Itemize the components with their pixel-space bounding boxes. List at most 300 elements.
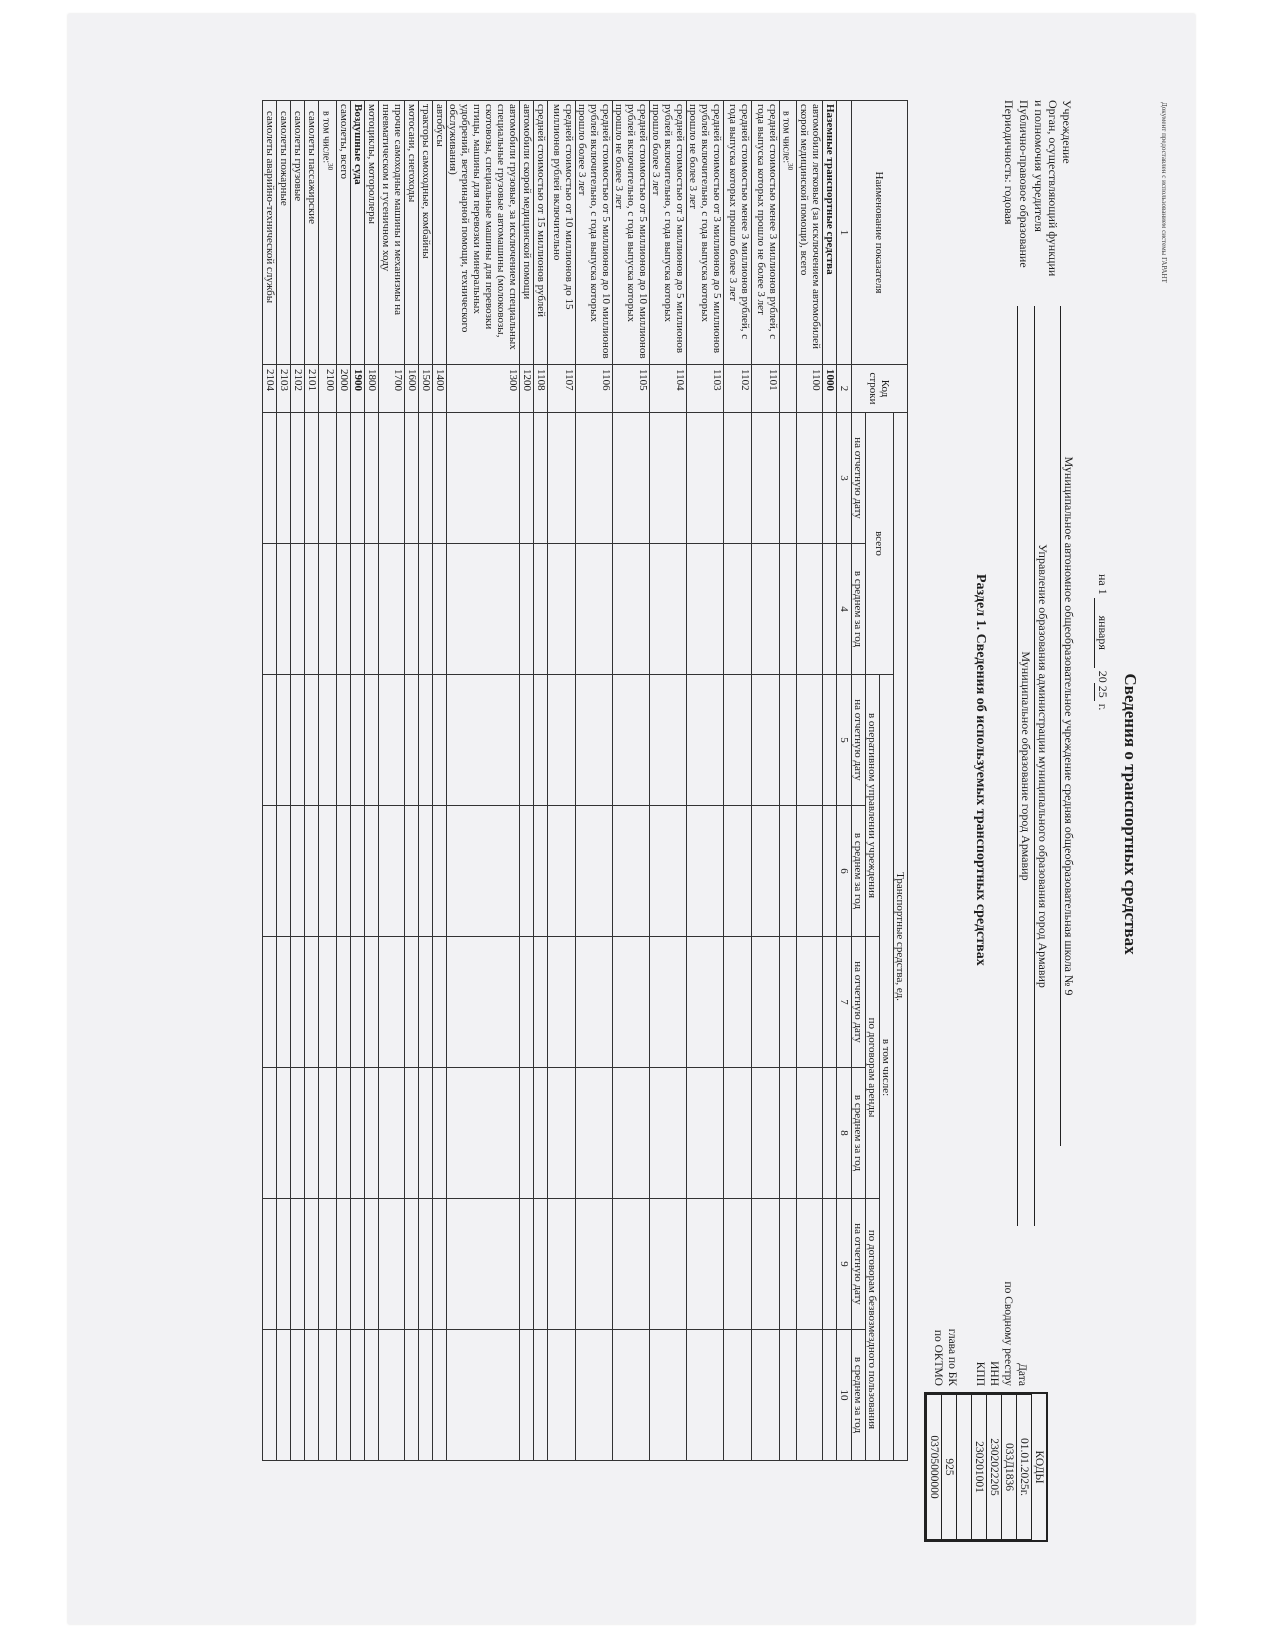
value-cell[interactable] bbox=[418, 544, 432, 675]
value-cell[interactable] bbox=[432, 806, 446, 937]
table-row bbox=[432, 101, 446, 1461]
value-cell[interactable] bbox=[319, 1068, 336, 1199]
row-name-text: средней стоимостью менее 3 миллионов рублей, с года выпуска которых прошло не более 3 лет bbox=[754, 104, 779, 340]
value-cell[interactable] bbox=[263, 413, 277, 544]
value-cell[interactable] bbox=[823, 1068, 837, 1199]
value-cell[interactable] bbox=[779, 544, 796, 675]
value-cell[interactable] bbox=[291, 675, 305, 806]
table-row bbox=[404, 101, 418, 1461]
value-cell[interactable] bbox=[404, 413, 418, 544]
value-cell[interactable] bbox=[797, 675, 823, 806]
value-cell[interactable] bbox=[378, 1199, 404, 1330]
value-cell[interactable] bbox=[336, 675, 350, 806]
table-row bbox=[751, 101, 779, 1461]
row-name bbox=[378, 101, 404, 365]
value-cell[interactable] bbox=[277, 937, 291, 1068]
value-cell[interactable] bbox=[797, 937, 823, 1068]
row-code: 2000 bbox=[336, 365, 350, 413]
table-row bbox=[823, 101, 837, 1461]
value-cell[interactable] bbox=[823, 544, 837, 675]
row-name bbox=[823, 101, 837, 365]
value-cell[interactable] bbox=[378, 675, 404, 806]
row-name-text: самолеты грузовые bbox=[292, 111, 305, 202]
system-note: Документ предоставлен с использованием системы ГАРАНТ bbox=[1160, 102, 1168, 283]
value-cell[interactable] bbox=[263, 544, 277, 675]
value-cell[interactable] bbox=[277, 1068, 291, 1199]
value-cell[interactable] bbox=[751, 544, 779, 675]
value-cell[interactable] bbox=[533, 675, 547, 806]
row-code: 1200 bbox=[519, 365, 533, 413]
value-cell[interactable] bbox=[378, 806, 404, 937]
value-cell[interactable] bbox=[823, 806, 837, 937]
row-name bbox=[364, 101, 378, 365]
value-cell[interactable] bbox=[446, 544, 519, 675]
value-cell[interactable] bbox=[779, 1199, 796, 1330]
value-cell[interactable] bbox=[686, 937, 723, 1068]
value-cell[interactable] bbox=[723, 544, 751, 675]
row-name bbox=[575, 101, 612, 365]
row-code: 1900 bbox=[350, 365, 364, 413]
value-cell[interactable] bbox=[291, 544, 305, 675]
value-cell[interactable] bbox=[291, 1330, 305, 1461]
value-cell[interactable] bbox=[612, 413, 649, 544]
value-cell[interactable] bbox=[364, 806, 378, 937]
value-cell[interactable] bbox=[519, 937, 533, 1068]
row-name bbox=[686, 101, 723, 365]
value-cell[interactable] bbox=[350, 1068, 364, 1199]
row-name-text: самолеты пассажирские bbox=[306, 111, 319, 225]
date-prefix: на 1 bbox=[1096, 574, 1110, 595]
row-name-text: автобусы bbox=[433, 104, 446, 147]
value-cell[interactable] bbox=[364, 1199, 378, 1330]
value-cell[interactable] bbox=[291, 413, 305, 544]
value-cell[interactable] bbox=[533, 413, 547, 544]
value-cell[interactable] bbox=[350, 544, 364, 675]
value-cell[interactable] bbox=[612, 1068, 649, 1199]
value-cell[interactable] bbox=[305, 675, 319, 806]
footnote-ref: 30 bbox=[786, 163, 794, 171]
row-name-text: в том числе: bbox=[320, 111, 332, 164]
value-cell[interactable] bbox=[547, 937, 575, 1068]
row-name-text: средней стоимостью от 5 миллионов до 10 миллионов рублей включительно, с года выпуска которых прошло более 3 лет bbox=[575, 104, 612, 359]
value-cell[interactable] bbox=[533, 937, 547, 1068]
value-cell[interactable] bbox=[378, 1068, 404, 1199]
value-cell[interactable] bbox=[350, 1330, 364, 1461]
value-cell[interactable] bbox=[612, 806, 649, 937]
value-cell[interactable] bbox=[277, 413, 291, 544]
table-row bbox=[418, 101, 432, 1461]
code-label-inn: ИНН bbox=[988, 1361, 1000, 1386]
col-num: 5 bbox=[837, 675, 852, 806]
value-cell[interactable] bbox=[779, 1330, 796, 1461]
value-cell[interactable] bbox=[446, 937, 519, 1068]
value-cell[interactable] bbox=[305, 1199, 319, 1330]
value-cell[interactable] bbox=[612, 675, 649, 806]
value-cell[interactable] bbox=[519, 544, 533, 675]
value-cell[interactable] bbox=[418, 413, 432, 544]
value-cell[interactable] bbox=[350, 413, 364, 544]
value-cell[interactable] bbox=[686, 544, 723, 675]
date-month: января bbox=[1094, 598, 1110, 668]
value-cell[interactable] bbox=[519, 806, 533, 937]
value-cell[interactable] bbox=[446, 1330, 519, 1461]
header-date-2: на отчетную дату bbox=[852, 675, 866, 806]
row-name bbox=[751, 101, 779, 365]
value-cell[interactable] bbox=[723, 1068, 751, 1199]
value-cell[interactable] bbox=[533, 1330, 547, 1461]
value-cell[interactable] bbox=[291, 1199, 305, 1330]
row-name-text: автомобили скорой медицинской помощи bbox=[520, 104, 533, 300]
row-name-text: мотоциклы, мотороллеры bbox=[365, 104, 378, 225]
value-cell[interactable] bbox=[319, 413, 336, 544]
value-cell[interactable] bbox=[364, 1330, 378, 1461]
value-cell[interactable] bbox=[779, 937, 796, 1068]
value-cell[interactable] bbox=[277, 1330, 291, 1461]
value-cell[interactable] bbox=[263, 1330, 277, 1461]
value-cell[interactable] bbox=[404, 544, 418, 675]
report-date bbox=[1094, 574, 1110, 710]
value-cell[interactable] bbox=[277, 806, 291, 937]
label-public-entity: Публично-правовое образование bbox=[1017, 100, 1031, 268]
header-avg-4: в среднем за год bbox=[852, 1330, 866, 1461]
value-cell[interactable] bbox=[432, 1330, 446, 1461]
value-cell[interactable] bbox=[305, 937, 319, 1068]
value-cell[interactable] bbox=[686, 1068, 723, 1199]
value-cell[interactable] bbox=[797, 1330, 823, 1461]
value-cell[interactable] bbox=[350, 806, 364, 937]
value-cell[interactable] bbox=[751, 806, 779, 937]
value-cell[interactable] bbox=[305, 1068, 319, 1199]
value-cell[interactable] bbox=[649, 675, 686, 806]
value-cell[interactable] bbox=[797, 806, 823, 937]
value-cell[interactable] bbox=[547, 1330, 575, 1461]
value-cell[interactable] bbox=[378, 544, 404, 675]
value-cell[interactable] bbox=[823, 1330, 837, 1461]
value-cell[interactable] bbox=[612, 544, 649, 675]
value-cell[interactable] bbox=[418, 1330, 432, 1461]
value-cell[interactable] bbox=[533, 544, 547, 675]
value-cell[interactable] bbox=[418, 806, 432, 937]
value-cell[interactable] bbox=[649, 1330, 686, 1461]
value-cell[interactable] bbox=[723, 1330, 751, 1461]
value-cell[interactable] bbox=[350, 675, 364, 806]
value-cell[interactable] bbox=[263, 1199, 277, 1330]
row-code: 1100 bbox=[797, 365, 823, 413]
row-name bbox=[649, 101, 686, 365]
value-cell[interactable] bbox=[519, 1068, 533, 1199]
table-row bbox=[336, 101, 350, 1461]
value-cell[interactable] bbox=[364, 675, 378, 806]
value-cell[interactable] bbox=[612, 1330, 649, 1461]
value-cell[interactable] bbox=[404, 1068, 418, 1199]
header-group: Транспортные средства, ед. bbox=[894, 413, 908, 1461]
row-code: 1104 bbox=[649, 365, 686, 413]
row-name bbox=[350, 101, 364, 365]
value-cell[interactable] bbox=[432, 544, 446, 675]
row-name-text: средней стоимостью менее 3 миллионов рублей, с года выпуска которых прошло более 3 лет bbox=[726, 104, 751, 340]
value-cell[interactable] bbox=[319, 1199, 336, 1330]
value-cell[interactable] bbox=[575, 1068, 612, 1199]
value-cell[interactable] bbox=[779, 413, 796, 544]
value-cell[interactable] bbox=[277, 1199, 291, 1330]
value-cell[interactable] bbox=[575, 1330, 612, 1461]
value-cell[interactable] bbox=[649, 937, 686, 1068]
col-num: 4 bbox=[837, 544, 852, 675]
value-cell[interactable] bbox=[319, 937, 336, 1068]
row-name-text: мотосани, снегоходы bbox=[405, 104, 418, 203]
value-cell[interactable] bbox=[336, 806, 350, 937]
value-cell[interactable] bbox=[277, 675, 291, 806]
value-cell[interactable] bbox=[277, 544, 291, 675]
value-cell[interactable] bbox=[305, 1330, 319, 1461]
value-cell[interactable] bbox=[751, 413, 779, 544]
table-row bbox=[649, 101, 686, 1461]
row-name bbox=[446, 101, 519, 365]
value-cell[interactable] bbox=[519, 675, 533, 806]
value-cell[interactable] bbox=[263, 1068, 277, 1199]
row-name-text: Наземные транспортные средства bbox=[824, 104, 836, 275]
value-cell[interactable] bbox=[575, 675, 612, 806]
table-row bbox=[319, 101, 336, 1461]
value-cell[interactable] bbox=[305, 544, 319, 675]
value-cell[interactable] bbox=[649, 806, 686, 937]
value-cell[interactable] bbox=[378, 413, 404, 544]
value-cell[interactable] bbox=[336, 1068, 350, 1199]
header-rent: по договорам аренды bbox=[866, 937, 880, 1199]
value-cell[interactable] bbox=[575, 413, 612, 544]
value-cell[interactable] bbox=[432, 937, 446, 1068]
value-cell[interactable] bbox=[547, 675, 575, 806]
value-cell[interactable] bbox=[751, 937, 779, 1068]
value-cell[interactable] bbox=[823, 675, 837, 806]
row-name-text: средней стоимостью от 10 миллионов до 15 миллионов рублей включительно bbox=[550, 104, 575, 310]
value-cell[interactable] bbox=[319, 675, 336, 806]
row-code: 1800 bbox=[364, 365, 378, 413]
value-cell[interactable] bbox=[336, 1330, 350, 1461]
value-cell[interactable] bbox=[305, 806, 319, 937]
value-cell[interactable] bbox=[686, 1199, 723, 1330]
table-row bbox=[305, 101, 319, 1461]
header-date-1: на отчетную дату bbox=[852, 413, 866, 544]
value-cell[interactable] bbox=[404, 937, 418, 1068]
value-cell[interactable] bbox=[350, 937, 364, 1068]
value-cell[interactable] bbox=[291, 937, 305, 1068]
table-row bbox=[575, 101, 612, 1461]
value-cell[interactable] bbox=[418, 1199, 432, 1330]
value-cell[interactable] bbox=[418, 937, 432, 1068]
row-code: 2100 bbox=[319, 365, 336, 413]
label-institution: Учреждение bbox=[1060, 100, 1074, 164]
value-cell[interactable] bbox=[263, 675, 277, 806]
value-cell[interactable] bbox=[432, 1068, 446, 1199]
value-cell[interactable] bbox=[723, 675, 751, 806]
code-label-date: Дата bbox=[1016, 1363, 1028, 1386]
row-code: 1600 bbox=[404, 365, 418, 413]
row-name bbox=[533, 101, 547, 365]
value-cell[interactable] bbox=[823, 413, 837, 544]
row-name bbox=[432, 101, 446, 365]
row-code: 2102 bbox=[291, 365, 305, 413]
row-name bbox=[519, 101, 533, 365]
value-cell[interactable] bbox=[432, 1199, 446, 1330]
value-cell[interactable] bbox=[378, 1330, 404, 1461]
row-name-text: средней стоимостью от 3 миллионов до 5 миллионов рублей включительно, с года выпуска которых прошло более 3 лет bbox=[649, 104, 686, 354]
col-num: 2 bbox=[837, 365, 852, 413]
row-code: 1106 bbox=[575, 365, 612, 413]
codes-header: КОДЫ bbox=[1033, 1450, 1045, 1484]
date-year-prefix: 20 bbox=[1096, 670, 1110, 683]
value-cell[interactable] bbox=[404, 1330, 418, 1461]
value-cell[interactable] bbox=[432, 675, 446, 806]
row-name bbox=[319, 101, 336, 365]
table-row bbox=[378, 101, 404, 1461]
row-name-text: средней стоимостью от 3 миллионов до 5 миллионов рублей включительно, с года выпуска которых прошло не более 3 лет bbox=[686, 104, 723, 354]
value-cell[interactable] bbox=[446, 1068, 519, 1199]
value-cell[interactable] bbox=[823, 937, 837, 1068]
col-num: 6 bbox=[837, 806, 852, 937]
value-cell[interactable] bbox=[336, 1199, 350, 1330]
row-name bbox=[723, 101, 751, 365]
value-cell[interactable] bbox=[723, 937, 751, 1068]
value-cell[interactable] bbox=[547, 413, 575, 544]
code-label-bk: глава по БК bbox=[946, 1328, 958, 1386]
value-cell[interactable] bbox=[432, 413, 446, 544]
value-cell[interactable] bbox=[779, 1068, 796, 1199]
value-cell[interactable] bbox=[779, 675, 796, 806]
value-cell[interactable] bbox=[575, 937, 612, 1068]
value-cell[interactable] bbox=[336, 937, 350, 1068]
value-cell[interactable] bbox=[547, 1068, 575, 1199]
code-bk: 925 bbox=[942, 1395, 957, 1540]
value-cell[interactable] bbox=[350, 1199, 364, 1330]
value-cell[interactable] bbox=[404, 1199, 418, 1330]
row-name-text: автомобили грузовые, за исключением специальных специальные грузовые автомашины (молоковозы, скотовозы, специальные машины для перевозки птицы, машины для перевозки минеральных удобрений, ветеринарной помощи, технического обслуживания) bbox=[446, 104, 519, 350]
row-code bbox=[779, 365, 796, 413]
table-row bbox=[364, 101, 378, 1461]
table-row bbox=[779, 101, 796, 1461]
value-cell[interactable] bbox=[519, 413, 533, 544]
value-cell[interactable] bbox=[797, 1068, 823, 1199]
value-cell[interactable] bbox=[446, 413, 519, 544]
table-row bbox=[533, 101, 547, 1461]
value-cell[interactable] bbox=[533, 806, 547, 937]
value-cell[interactable] bbox=[305, 413, 319, 544]
value-cell[interactable] bbox=[291, 1068, 305, 1199]
value-cell[interactable] bbox=[446, 806, 519, 937]
value-cell[interactable] bbox=[723, 1199, 751, 1330]
value-cell[interactable] bbox=[519, 1330, 533, 1461]
row-name-text: средней стоимостью от 5 миллионов до 10 миллионов рублей включительно, с года выпуска которых прошло не более 3 лет bbox=[612, 104, 649, 359]
row-name bbox=[277, 101, 291, 365]
value-cell[interactable] bbox=[519, 1199, 533, 1330]
value-cell[interactable] bbox=[723, 413, 751, 544]
value-cell[interactable] bbox=[364, 544, 378, 675]
value-cell[interactable] bbox=[751, 1330, 779, 1461]
row-code: 1500 bbox=[418, 365, 432, 413]
value-cell[interactable] bbox=[751, 1068, 779, 1199]
value-cell[interactable] bbox=[797, 413, 823, 544]
header-free: по договорам безвозмездного пользования bbox=[866, 1199, 880, 1461]
table-row bbox=[277, 101, 291, 1461]
table-row bbox=[519, 101, 533, 1461]
value-cell[interactable] bbox=[823, 1199, 837, 1330]
col-num: 7 bbox=[837, 937, 852, 1068]
row-name-text: Воздушные суда bbox=[351, 104, 364, 185]
value-cell[interactable] bbox=[319, 806, 336, 937]
row-name-text: в том числе: bbox=[780, 111, 792, 164]
value-cell[interactable] bbox=[263, 937, 277, 1068]
value-cell[interactable] bbox=[797, 1199, 823, 1330]
value-cell[interactable] bbox=[446, 1199, 519, 1330]
table-row bbox=[723, 101, 751, 1461]
value-cell[interactable] bbox=[263, 806, 277, 937]
value-cell[interactable] bbox=[797, 544, 823, 675]
code-oktmo: 03705000000 bbox=[927, 1395, 942, 1540]
header-oper: в оперативном управлении учреждения bbox=[866, 675, 880, 937]
value-cell[interactable] bbox=[751, 675, 779, 806]
header-name: Наименование показателя bbox=[852, 101, 908, 365]
value-cell[interactable] bbox=[649, 1199, 686, 1330]
value-cell[interactable] bbox=[649, 413, 686, 544]
value-cell[interactable] bbox=[404, 806, 418, 937]
value-cell[interactable] bbox=[364, 937, 378, 1068]
value-cell[interactable] bbox=[612, 1199, 649, 1330]
value-cell[interactable] bbox=[686, 675, 723, 806]
value-cell[interactable] bbox=[612, 937, 649, 1068]
value-cell[interactable] bbox=[575, 544, 612, 675]
value-cell[interactable] bbox=[336, 413, 350, 544]
value-cell[interactable] bbox=[686, 413, 723, 544]
value-cell[interactable] bbox=[364, 1068, 378, 1199]
row-name bbox=[797, 101, 823, 365]
value-cell[interactable] bbox=[547, 1199, 575, 1330]
value-cell[interactable] bbox=[446, 675, 519, 806]
row-code: 1700 bbox=[378, 365, 404, 413]
value-cell[interactable] bbox=[364, 413, 378, 544]
col-num: 8 bbox=[837, 1068, 852, 1199]
table-row bbox=[446, 101, 519, 1461]
value-cell[interactable] bbox=[336, 544, 350, 675]
value-cell[interactable] bbox=[533, 1068, 547, 1199]
value-cell[interactable] bbox=[575, 806, 612, 937]
value-cell[interactable] bbox=[575, 1199, 612, 1330]
value-cell[interactable] bbox=[649, 1068, 686, 1199]
value-cell[interactable] bbox=[404, 675, 418, 806]
header-date-4: на отчетную дату bbox=[852, 1199, 866, 1330]
value-cell[interactable] bbox=[319, 544, 336, 675]
value-cell[interactable] bbox=[533, 1199, 547, 1330]
row-code: 1107 bbox=[547, 365, 575, 413]
value-cell[interactable] bbox=[723, 806, 751, 937]
value-cell[interactable] bbox=[686, 1330, 723, 1461]
value-cell[interactable] bbox=[751, 1199, 779, 1330]
value-cell[interactable] bbox=[547, 806, 575, 937]
row-name bbox=[779, 101, 796, 365]
value-cell[interactable] bbox=[686, 806, 723, 937]
value-cell[interactable] bbox=[291, 806, 305, 937]
value-cell[interactable] bbox=[779, 806, 796, 937]
row-code: 1400 bbox=[432, 365, 446, 413]
value-cell[interactable] bbox=[418, 675, 432, 806]
table-row bbox=[612, 101, 649, 1461]
value-cell[interactable] bbox=[649, 544, 686, 675]
value-cell[interactable] bbox=[418, 1068, 432, 1199]
value-cell[interactable] bbox=[319, 1330, 336, 1461]
value-cell[interactable] bbox=[378, 937, 404, 1068]
value-cell[interactable] bbox=[547, 544, 575, 675]
row-code: 1000 bbox=[823, 365, 837, 413]
row-name bbox=[291, 101, 305, 365]
